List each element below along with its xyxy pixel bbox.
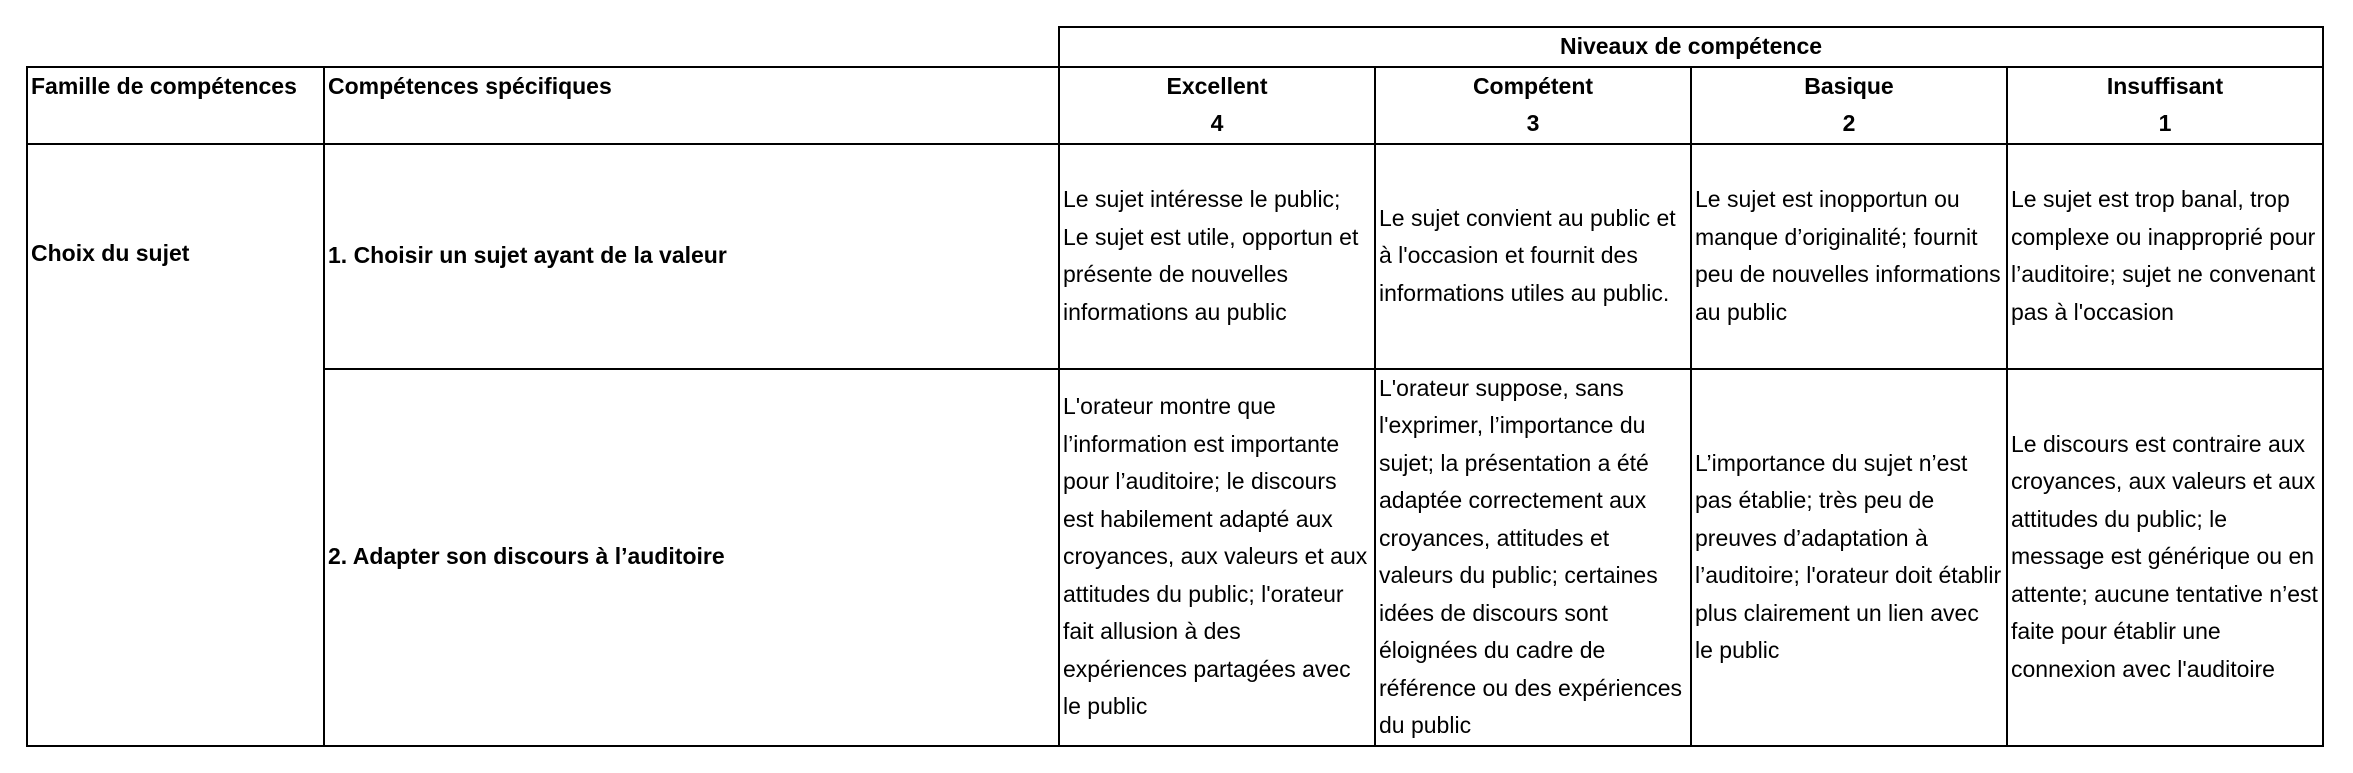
level-name: Basique — [1804, 72, 1894, 99]
level-score: 1 — [2158, 110, 2172, 136]
header-level-basique — [1691, 67, 2007, 144]
level-score: 4 — [1210, 110, 1224, 136]
descriptor-excellent: Le sujet intéresse le public; Le sujet est utile, opportun et présente de nouvelles informations au public — [1059, 144, 1375, 369]
levels-group-header: Niveaux de compétence — [1059, 27, 2323, 67]
header-level-competent — [1375, 67, 1691, 144]
level-score: 2 — [1842, 110, 1856, 136]
column-header-row — [27, 67, 2323, 144]
descriptor-insuffisant: Le sujet est trop banal, trop complexe ou inapproprié pour l’auditoire; sujet ne convenant pas à l'occasion — [2007, 144, 2323, 369]
descriptor-insuffisant: Le discours est contraire aux croyances, aux valeurs et aux attitudes du public; le message est générique ou en attente; aucune tentative n’est faite pour établir une connexion avec l'auditoire — [2007, 369, 2323, 746]
table-row — [27, 369, 2323, 746]
header-family: Famille de compétences — [27, 67, 324, 144]
level-name: Insuffisant — [2106, 72, 2224, 99]
empty-corner-cell — [27, 27, 324, 67]
header-specific: Compétences spécifiques — [324, 67, 1059, 144]
header-level-excellent — [1059, 67, 1375, 144]
level-name: Excellent — [1166, 72, 1268, 99]
empty-corner-cell — [324, 27, 1059, 67]
family-cell: Choix du sujet — [27, 144, 324, 746]
table-row — [27, 144, 2323, 369]
skill-cell: 2. Adapter son discours à l’auditoire — [324, 369, 1059, 746]
descriptor-basique: L’importance du sujet n’est pas établie; très peu de preuves d’adaptation à l’auditoire; l'orateur doit établir plus clairement un lien avec le public — [1691, 369, 2007, 746]
group-header-row — [27, 27, 2323, 67]
level-name: Compétent — [1472, 72, 1594, 99]
header-level-insuffisant — [2007, 67, 2323, 144]
descriptor-competent: L'orateur suppose, sans l'exprimer, l’importance du sujet; la présentation a été adaptée correctement aux croyances, attitudes et valeurs du public; certaines idées de discours sont éloignées du cadre de référence ou des expériences du public — [1375, 369, 1691, 746]
level-score: 3 — [1526, 110, 1540, 136]
descriptor-competent: Le sujet convient au public et à l'occasion et fournit des informations utiles au public. — [1375, 144, 1691, 369]
rubric-table — [26, 26, 2324, 747]
descriptor-excellent: L'orateur montre que l’information est importante pour l’auditoire; le discours est habilement adapté aux croyances, aux valeurs et aux attitudes du public; l'orateur fait allusion à des expériences partagées avec le public — [1059, 369, 1375, 746]
descriptor-basique: Le sujet est inopportun ou manque d’originalité; fournit peu de nouvelles informations au public — [1691, 144, 2007, 369]
skill-cell: 1. Choisir un sujet ayant de la valeur — [324, 144, 1059, 369]
